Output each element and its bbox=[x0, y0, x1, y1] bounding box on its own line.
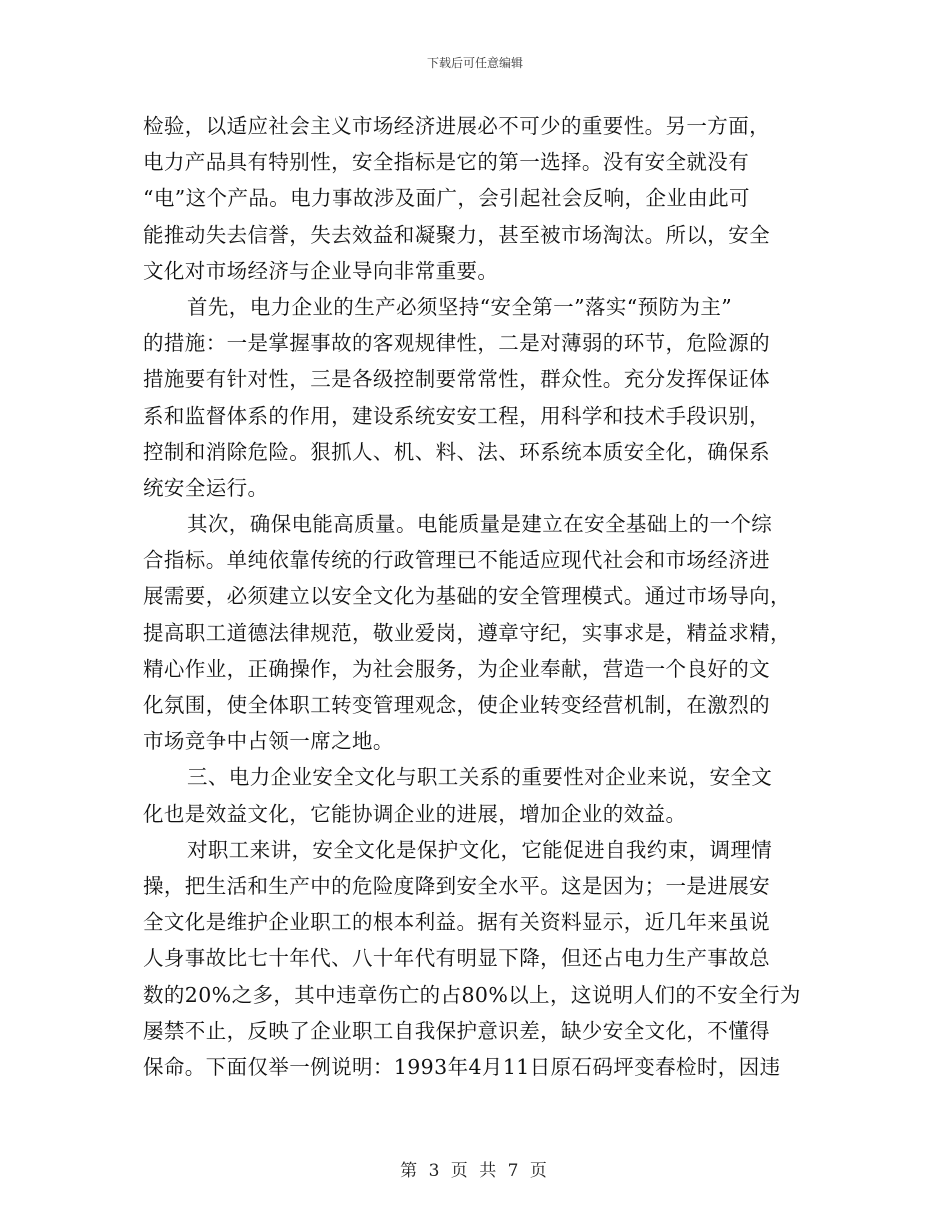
body-line: 统安全运行。 bbox=[143, 475, 269, 500]
body-line: “电”这个产品。电力事故涉及面广，会引起社会反响，企业由此可 bbox=[143, 186, 750, 211]
body-line: 全文化是维护企业职工的根本利益。据有关资料显示，近几年来虽说 bbox=[143, 910, 770, 935]
document-body bbox=[143, 108, 808, 1085]
body-line: 措施要有针对性，三是各级控制要常常性，群众性。充分发挥保证体 bbox=[143, 367, 770, 392]
body-line: 能推动失去信誉，失去效益和凝聚力，甚至被市场淘汰。所以，安全 bbox=[143, 222, 770, 247]
body-line: 系和监督体系的作用，建设系统安安工程，用科学和技术手段识别， bbox=[143, 403, 770, 428]
body-line: 操，把生活和生产中的危险度降到安全水平。这是因为；一是进展安 bbox=[143, 873, 770, 898]
body-line: 控制和消除危险。狠抓人、机、料、法、环系统本质安全化，确保系 bbox=[143, 439, 770, 464]
page-number-footer: 第 3 页 共 7 页 bbox=[400, 1161, 550, 1181]
body-line: 检验，以适应社会主义市场经济进展必不可少的重要性。另一方面， bbox=[143, 114, 770, 138]
paragraph-start-line: 三、电力企业安全文化与职工关系的重要性对企业来说，安全文 bbox=[187, 765, 773, 790]
body-line: 屡禁不止，反映了企业职工自我保护意识差，缺少安全文化，不懂得 bbox=[143, 1018, 770, 1043]
body-line: 电力产品具有特别性，安全指标是它的第一选择。没有安全就没有 bbox=[143, 150, 750, 175]
body-line: 数的20%之多，其中违章伤亡的占80%以上，这说明人们的不安全行为 bbox=[143, 982, 801, 1007]
body-line: 精心作业，正确操作，为社会服务，为企业奉献，营造一个良好的文 bbox=[143, 656, 770, 681]
body-line: 人身事故比七十年代、八十年代有明显下降，但还占电力生产事故总 bbox=[143, 946, 770, 971]
paragraph-start-line: 首先，电力企业的生产必须坚持“安全第一”落实“预防为主” bbox=[187, 294, 733, 319]
paragraph-start-line: 其次，确保电能高质量。电能质量是建立在安全基础上的一个综 bbox=[187, 512, 773, 537]
body-line: 展需要，必须建立以安全文化为基础的安全管理模式。通过市场导向， bbox=[143, 584, 791, 609]
body-line: 文化对市场经济与企业导向非常重要。 bbox=[143, 258, 499, 283]
body-line: 提高职工道德法律规范，敬业爱岗，遵章守纪，实事求是，精益求精， bbox=[143, 620, 791, 645]
body-line: 化也是效益文化，它能协调企业的进展，增加企业的效益。 bbox=[143, 801, 687, 826]
paragraph-start-line: 对职工来讲，安全文化是保护文化，它能促进自我约束，调理情 bbox=[187, 837, 773, 862]
page-header: 下载后可任意编辑 bbox=[426, 56, 523, 70]
body-line: 的措施：一是掌握事故的客观规律性，二是对薄弱的环节，危险源的 bbox=[143, 331, 770, 356]
body-line: 市场竞争中占领一席之地。 bbox=[143, 729, 394, 754]
body-line: 化氛围，使全体职工转变管理观念，使企业转变经营机制，在激烈的 bbox=[143, 693, 770, 717]
body-line: 合指标。单纯依靠传统的行政管理已不能适应现代社会和市场经济进 bbox=[143, 548, 770, 573]
body-line: 保命。下面仅举一例说明：1993年4月11日原石码坪变春检时，因违 bbox=[143, 1054, 781, 1079]
